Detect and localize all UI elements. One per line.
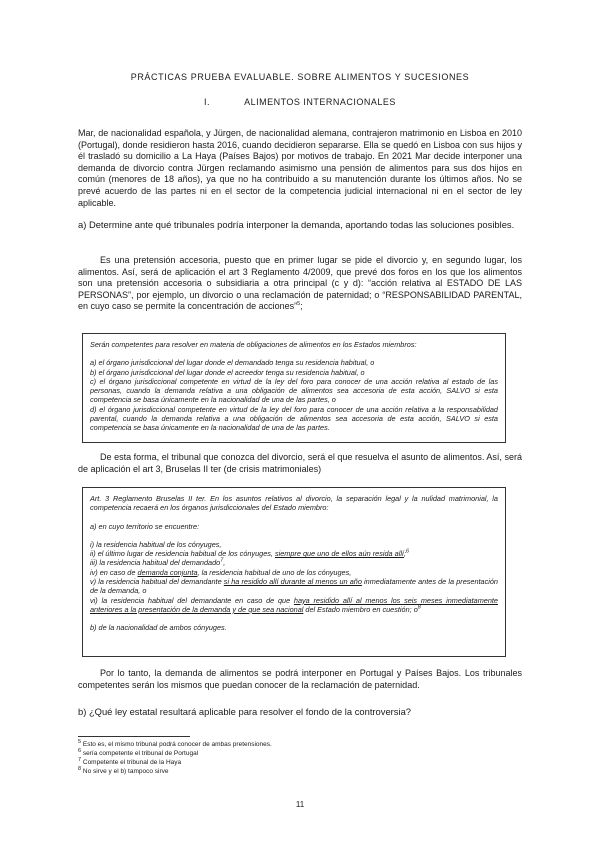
box2-item-v-text: v) la residencia habitual del demandante xyxy=(90,577,224,587)
box1-intro: Serán competentes para resolver en materia de obligaciones de alimentos en los Estados miembros: xyxy=(90,340,417,349)
footnote-5-number: 5 xyxy=(78,738,82,745)
footnote-separator xyxy=(78,736,190,737)
box2-item-iii: iii) la residencia habitual del demandado$^7$, xyxy=(90,558,226,568)
footnote-7 xyxy=(78,758,522,767)
footnote-8 xyxy=(78,767,522,776)
box2-item-iv-text-end: , la residencia habitual de uno de los cónyuges, xyxy=(197,567,352,577)
box2-item-iv-text: iv) en caso de xyxy=(90,567,138,577)
box2-item-a: a) en cuyo territorio se encuentre: xyxy=(90,521,200,531)
box2-item-vi-text-end: del Estado miembro en cuestión; o xyxy=(303,604,418,614)
box2-item-v xyxy=(90,577,498,596)
footnote-8-text: No sirve y el b) tampoco sirve xyxy=(82,768,169,775)
box2-item-vi xyxy=(90,596,498,615)
footnote-7-text: Competente el tribunal de la Haya xyxy=(82,759,182,766)
box2-item-ii-text: ii) el último lugar de residencia habitual de los cónyuges, xyxy=(90,549,275,559)
case-statement: Mar, de nacionalidad española, y Jürgen, de nacionalidad alemana, contrajeron matrimonio en Lisboa en 2010 (Portugal), donde residieron hasta 2016, cuando decidieron separarse. Ella se quedó en Lisboa con sus hijos y él trasladó su domicilio a La Haya (Países Bajos) por motivos de trabajo. En 2021 Mar decide interponer una demanda de divorcio contra Jürgen reclamando asimismo una pensión de alimentos para sus dos hijos en común (menores de 18 años), ya que no ha contribuido a su manutención durante los últimos años. No se prevé acuerdo de las partes ni en el sector de la competencia judicial internacional ni en el sector de ley aplicable. xyxy=(78,128,522,208)
box2-item-v-underlined: si ha residido allí durante al menos un año xyxy=(223,577,362,587)
footnote-5-text: Esto es, el mismo tribunal podrá conocer de ambas pretensiones. xyxy=(82,741,272,748)
box2-intro: Art. 3 Reglamento Bruselas II ter. En los asuntos relativos al divorcio, la separación legal y la nulidad matrimonial, la competencia recaerá en los órganos jurisdiccionales del Estado miembro: xyxy=(90,494,498,513)
footnote-8-number: 8 xyxy=(78,765,82,772)
section-number: I. xyxy=(204,97,211,107)
footnote-6 xyxy=(78,749,522,758)
answer-a-paragraph-1: Es una pretensión accesoria, puesto que en primer lugar se pide el divorcio y, en segundo lugar, los alimentos. Así, será de aplicación el art 3 Reglamento 4/2009, que prevé dos foros en los que los alimentos son una pretensión accesoria o subsidiaria a otra principal (c y d): “acción relativa al ESTADO DE LAS PERSONAS”, por ejemplo, un divorcio o una reclamación de paternidad; o “RESPONSABILIDAD PARENTAL, en cuyo caso se permite la concentración de acciones”$^5$; xyxy=(78,255,522,312)
regulation-excerpt-box xyxy=(82,333,506,443)
box1-item-d: d) el órgano jurisdiccional competente en virtud de la ley del foro para conocer de una acción relativa a la responsabilidad parental, cuando la demanda relativa a una obligación de alimentos sea accesoria de esta acción, SALVO si esta competencia se basa únicamente en la nacionalidad de una de las partes. xyxy=(90,404,498,433)
box2-item-v-text-end: inmediatamente antes de la presentación de la demanda, o xyxy=(90,577,498,596)
box1-item-c: c) el órgano jurisdiccional competente en virtud de la ley del foro para conocer de una acción relativa al estado de las personas, cuando la demanda relativa a una obligación de alimentos sea accesoria de esta acción, SALVO si esta competencia se basa únicamente en la nacionalidad de una de las partes, o xyxy=(90,376,498,405)
box2-item-vi-text: vi) la residencia habitual del demandante en caso de que xyxy=(90,595,294,605)
answer-a-paragraph-2: De esta forma, el tribunal que conozca del divorcio, será el que resuelva el asunto de alimentos. Así, será de aplicación el art 3, Bruselas II ter (de crisis matrimoniales) xyxy=(78,452,522,474)
bruselas-article-box xyxy=(82,487,506,657)
question-a: a) Determine ante qué tribunales podría interponer la demanda, aportando todas las soluciones posibles. xyxy=(78,219,515,230)
footnote-7-number: 7 xyxy=(78,756,82,763)
box2-item-i: i) la residencia habitual de los cónyuges, xyxy=(90,539,222,549)
box2-item-iv-underlined: demanda conjunta xyxy=(137,567,198,577)
footnote-ref-6: 6 xyxy=(406,548,410,555)
box2-item-ii-underlined: siempre que uno de ellos aún resida allí xyxy=(274,549,404,559)
answer-a-paragraph-3: Por lo tanto, la demanda de alimentos se podrá interponer en Portugal y Países Bajos. Los tribunales competentes serán los mismos que puedan conocer de la reclamación de paternidad. xyxy=(78,668,522,690)
footnote-6-text: sería competente el tribunal de Portugal xyxy=(82,750,199,757)
answer-a-paragraph-1-text: Es una pretensión accesoria, puesto que en primer lugar se pide el divorcio y, en segundo lugar, los alimentos. Así, será de aplicación el art 3 Reglamento 4/2009, que prevé dos foros en los que los alimentos son una pretensión accesoria o subsidiaria a otra principal (c y d): “acción relativa al ESTADO DE LAS PERSONAS”, por ejemplo, un divorcio o una reclamación de paternidad; o “RESPONSABILIDAD PARENTAL, en cuyo caso se permite la concentración de acciones” xyxy=(78,255,522,312)
page-number: 11 xyxy=(295,800,305,809)
footnote-ref-5: 5 xyxy=(297,301,301,308)
question-b: b) ¿Qué ley estatal resultará aplicable para resolver el fondo de la controversia? xyxy=(78,706,411,717)
footnote-5 xyxy=(78,740,522,749)
footnote-ref-8: 8 xyxy=(417,604,421,611)
box2-item-vi-underlined: haya residido allí al menos los seis meses inmediatamente anteriores a la presentación de la demanda y de que sea nacional xyxy=(90,595,498,614)
section-heading xyxy=(78,97,522,107)
box2-item-b: b) de la nacionalidad de ambos cónyuges. xyxy=(90,623,227,633)
section-title: ALIMENTOS INTERNACIONALES xyxy=(244,97,396,107)
box1-item-a: a) el órgano jurisdiccional del lugar donde el demandado tenga su residencia habitual, o xyxy=(90,358,375,368)
box2-item-ii: ii) el último lugar de residencia habitual de los cónyuges, siempre que uno de ellos aún resida allí;$^6$ xyxy=(90,548,410,559)
footnote-6-number: 6 xyxy=(78,747,82,754)
box2-item-iii-text: iii) la residencia habitual del demandado xyxy=(90,558,221,568)
box1-item-b: b) el órgano jurisdiccional del lugar donde el acreedor tenga su residencia habitual, o xyxy=(90,367,365,377)
footnotes xyxy=(78,740,522,776)
page-title: PRÁCTICAS PRUEBA EVALUABLE. SOBRE ALIMENTOS Y SUCESIONES xyxy=(130,72,470,82)
footnote-ref-7: 7 xyxy=(220,558,224,565)
box2-item-iv xyxy=(90,568,498,577)
